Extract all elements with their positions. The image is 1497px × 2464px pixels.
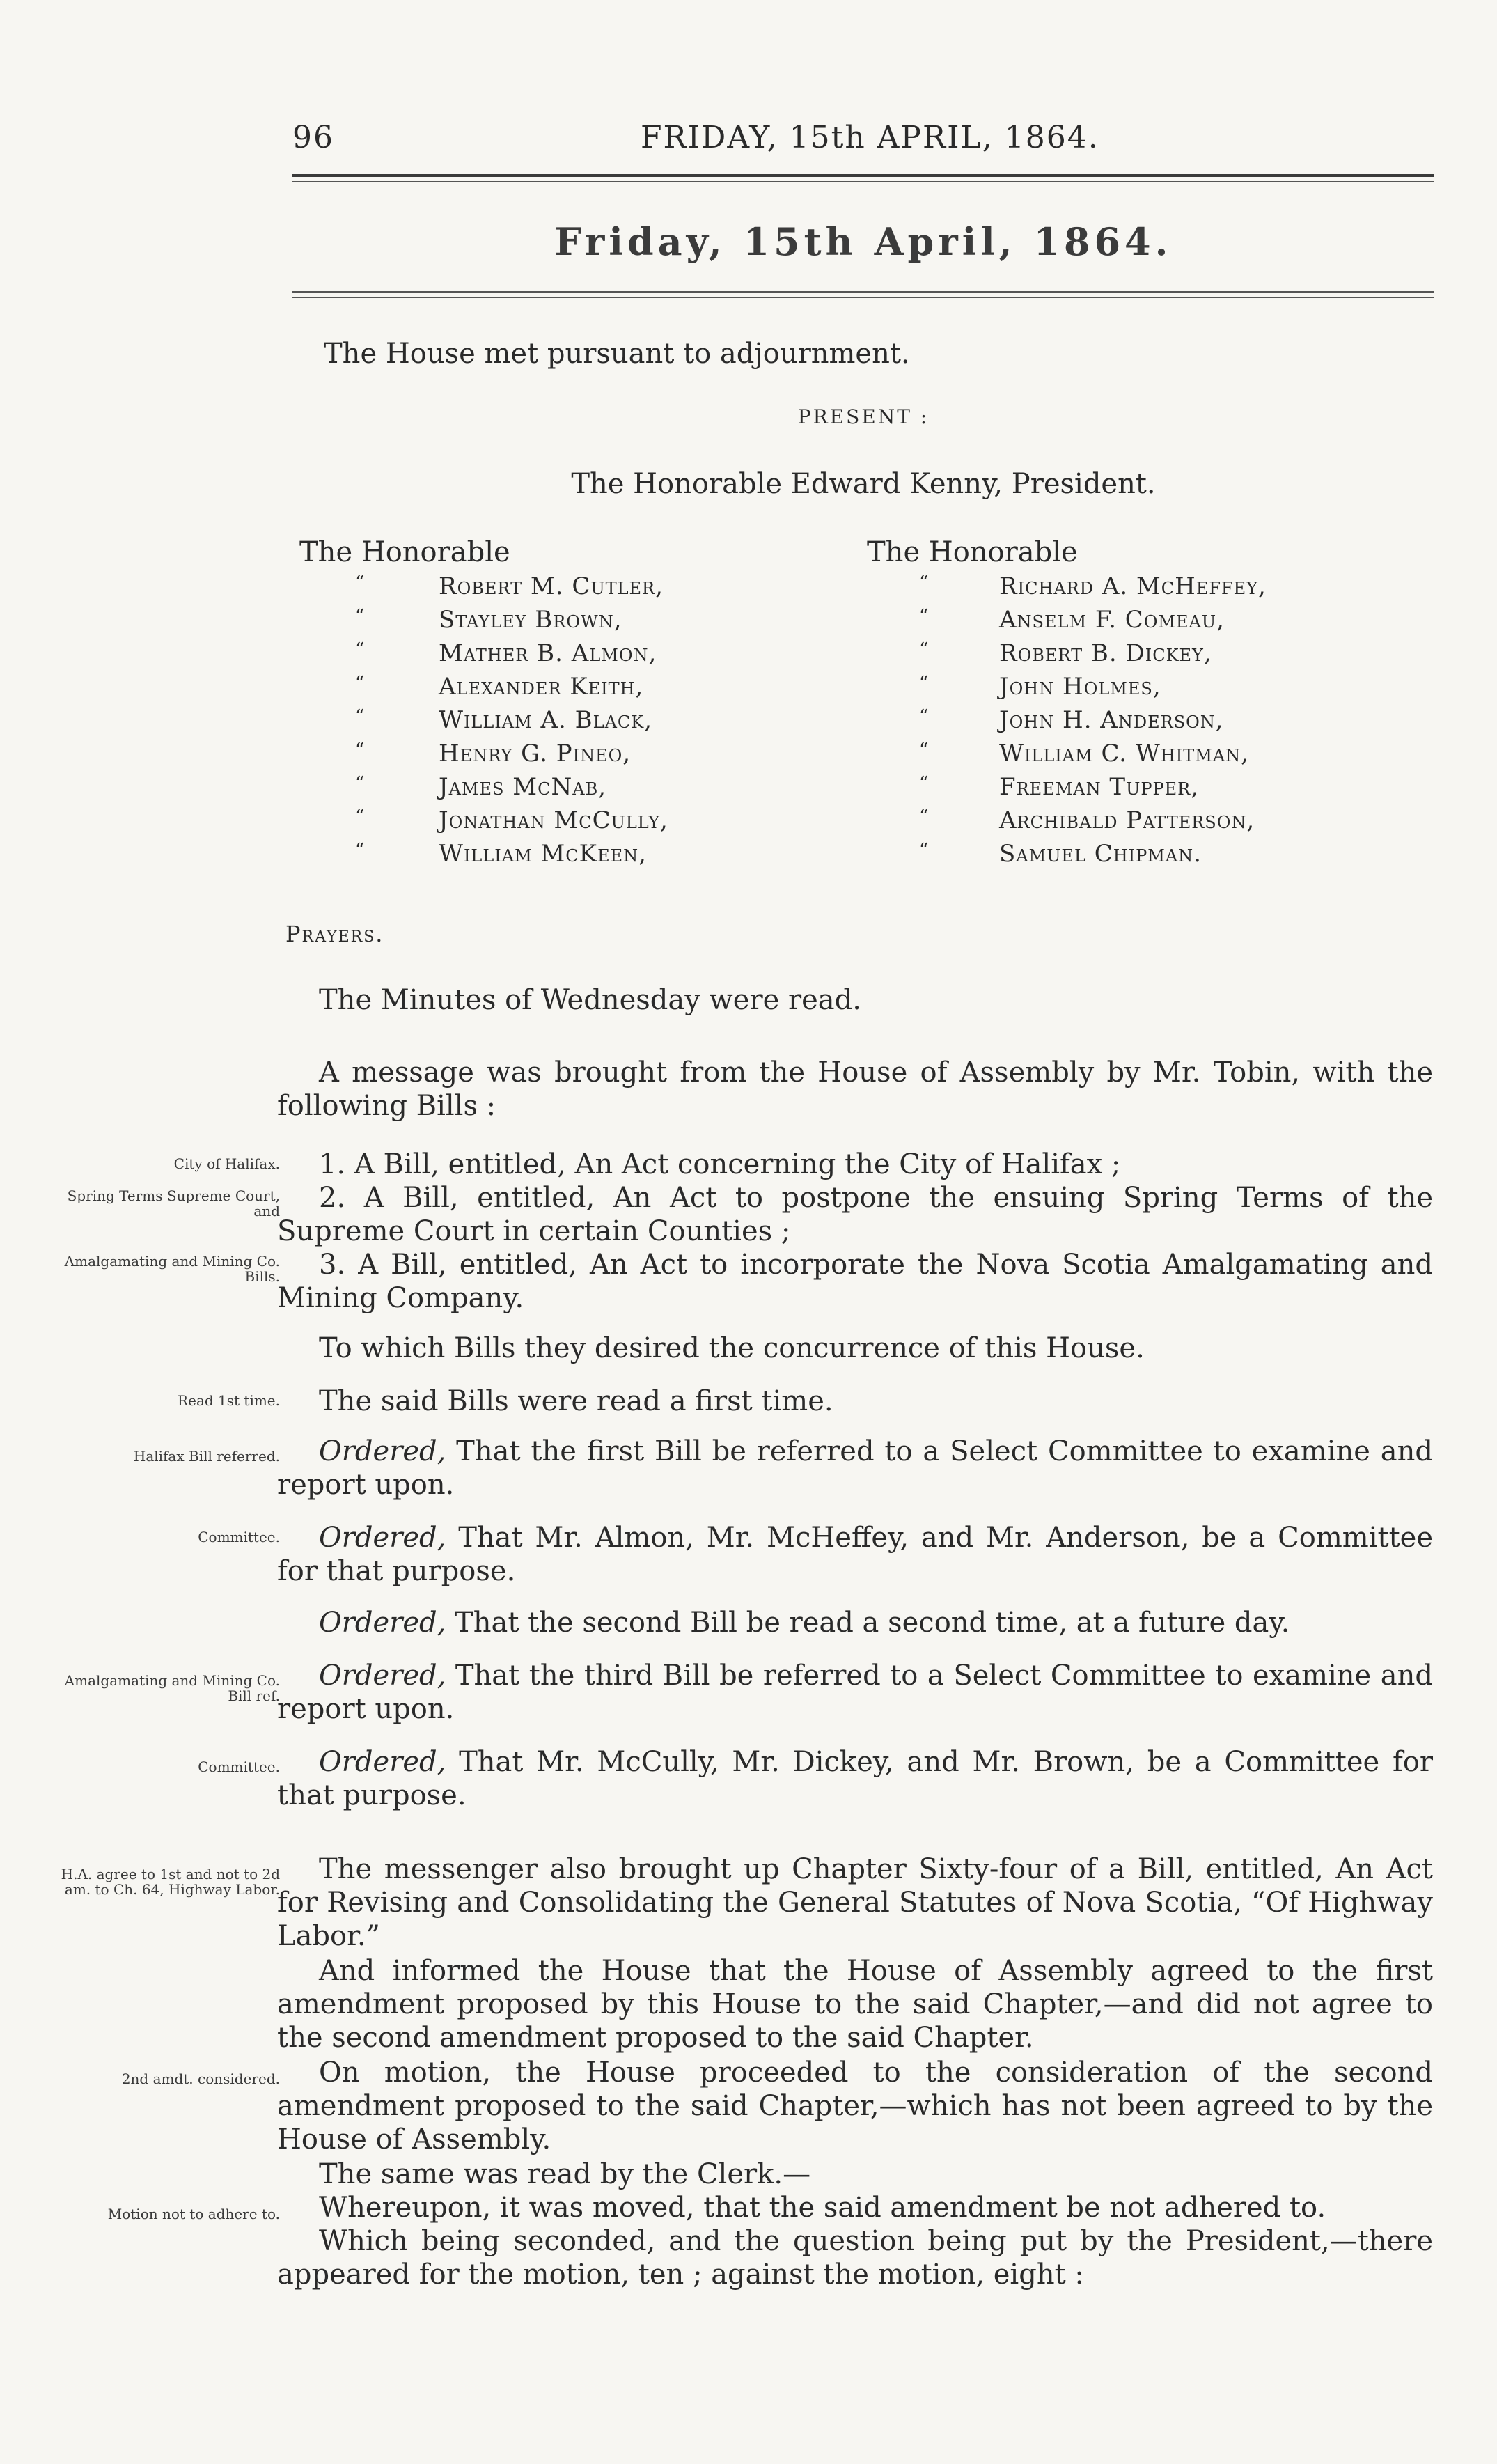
member-row	[867, 572, 1410, 606]
ditto-mark: “	[355, 673, 366, 694]
paragraph-messenger: The messenger also brought up Chapter Sixty-four of a Bill, entitled, An Act for Revising and Consolidating the General Statutes of Nova Scotia, “Of Highway Labor.”	[277, 1853, 1433, 1952]
member-row	[867, 806, 1410, 840]
opening-line: The House met pursuant to adjournment.	[324, 338, 910, 370]
margin-note-second-amendment: 2nd amdt. considered.	[121, 2071, 280, 2087]
paragraph-concurrence: To which Bills they desired the concurrence of this House.	[319, 1332, 1145, 1364]
member-row	[299, 806, 842, 840]
member-name: William C. Whitman,	[999, 740, 1249, 767]
members-right-header: The Honorable	[867, 536, 1078, 568]
member-row	[867, 673, 1410, 706]
running-head	[292, 111, 1434, 167]
member-name: Archibald Patterson,	[999, 806, 1255, 834]
margin-note-motion: Motion not to adhere to.	[107, 2206, 280, 2222]
member-name: James McNab,	[439, 773, 607, 801]
member-row	[867, 606, 1410, 639]
margin-note-amalgamating-referred: Amalgamating and Mining Co. Bill ref.	[64, 1672, 280, 1704]
paragraph-order-2: Ordered, That Mr. Almon, Mr. McHeffey, and Mr. Anderson, be a Committee for that purpose.	[277, 1522, 1433, 1587]
member-name: John H. Anderson,	[999, 706, 1224, 734]
member-row	[867, 639, 1410, 673]
ditto-mark: “	[355, 806, 366, 827]
ditto-mark: “	[919, 706, 930, 727]
paragraph-order-3: Ordered, That the second Bill be read a second time, at a future day.	[319, 1607, 1290, 1639]
member-row	[299, 639, 842, 673]
ditto-mark: “	[355, 773, 366, 794]
member-name: Robert B. Dickey,	[999, 639, 1212, 667]
ditto-mark: “	[919, 806, 930, 827]
paragraph-order-5: Ordered, That Mr. McCully, Mr. Dickey, and Mr. Brown, be a Committee for that purpose.	[277, 1746, 1433, 1811]
paragraph-informed: And informed the House that the House of Assembly agreed to the first amendment proposed by this House to the said Chapter,—and did not agree to the second amendment proposed to the said Chapter.	[277, 1955, 1433, 2054]
president-line: The Honorable Edward Kenny, President.	[571, 468, 1156, 500]
margin-note-committee: Committee.	[198, 1529, 280, 1545]
margin-note-read-first: Read 1st time.	[178, 1392, 280, 1409]
ditto-mark: “	[919, 639, 930, 660]
page-number: 96	[292, 120, 334, 155]
member-name: Robert M. Cutler,	[439, 572, 664, 600]
paragraph-bill-3: 3. A Bill, entitled, An Act to incorporate the Nova Scotia Amalgamating and Mining Company.	[277, 1249, 1433, 1314]
ditto-mark: “	[919, 740, 930, 761]
paragraph-message: A message was brought from the House of Assembly by Mr. Tobin, with the following Bills :	[277, 1056, 1433, 1122]
ditto-mark: “	[355, 706, 366, 727]
margin-note-city: City of Halifax.	[173, 1155, 280, 1172]
members-left-column	[299, 536, 842, 873]
paragraph-on-motion: On motion, the House proceeded to the consideration of the second amendment proposed to the said Chapter,—which has not been agreed to by the House of Assembly.	[277, 2057, 1433, 2155]
member-row	[299, 706, 842, 740]
member-name: Richard A. McHeffey,	[999, 572, 1267, 600]
margin-note-amalgamating: Amalgamating and Mining Co. Bills.	[64, 1253, 280, 1285]
ditto-mark: “	[919, 773, 930, 794]
member-name: Anselm F. Comeau,	[999, 606, 1225, 634]
member-row	[867, 706, 1410, 740]
margin-note-halifax-referred: Halifax Bill referred.	[133, 1448, 280, 1465]
member-row	[867, 740, 1410, 773]
ditto-mark: “	[355, 639, 366, 660]
paragraph-minutes: The Minutes of Wednesday were read.	[319, 984, 861, 1016]
member-row	[299, 840, 842, 873]
margin-note-spring: Spring Terms Supreme Court, and	[67, 1187, 280, 1219]
date-rule	[292, 291, 1434, 293]
member-row	[299, 740, 842, 773]
ditto-mark: “	[919, 572, 930, 593]
ditto-mark: “	[355, 740, 366, 761]
paragraph-read-clerk: The same was read by the Clerk.—	[319, 2158, 811, 2190]
member-row	[299, 572, 842, 606]
members-left-header: The Honorable	[299, 536, 510, 568]
header-rule	[292, 174, 1434, 177]
member-name: Samuel Chipman.	[999, 840, 1202, 868]
member-name: Henry G. Pineo,	[439, 740, 632, 767]
member-row	[299, 606, 842, 639]
running-title: FRIDAY, 15th APRIL, 1864.	[641, 120, 1099, 155]
paragraph-seconded: Which being seconded, and the question being put by the President,—there appeared for the motion, ten ; against the motion, eight :	[277, 2225, 1433, 2291]
member-name: Mather B. Almon,	[439, 639, 657, 667]
members-list	[299, 536, 1441, 898]
members-right-column	[867, 536, 1410, 873]
ditto-mark: “	[919, 673, 930, 694]
member-name: William McKeen,	[439, 840, 647, 868]
ditto-mark: “	[355, 840, 366, 861]
margin-note-ha-agree: H.A. agree to 1st and not to 2d am. to Ch. 64, Highway Labor.	[61, 1866, 280, 1898]
paragraph-bill-2: 2. A Bill, entitled, An Act to postpone the ensuing Spring Terms of the Supreme Court in certain Counties ;	[277, 1182, 1433, 1247]
member-name: Alexander Keith,	[439, 673, 644, 701]
header-rule-thin	[292, 181, 1434, 182]
member-name: Jonathan McCully,	[439, 806, 668, 834]
ditto-mark: “	[355, 572, 366, 593]
member-name: Freeman Tupper,	[999, 773, 1200, 801]
member-name: William A. Black,	[439, 706, 653, 734]
date-heading: Friday, 15th April, 1864.	[554, 219, 1173, 264]
member-name: John Holmes,	[999, 673, 1161, 701]
member-row	[299, 673, 842, 706]
paragraph-bill-1: 1. A Bill, entitled, An Act concerning the City of Halifax ;	[319, 1148, 1121, 1180]
margin-note-committee-2: Committee.	[198, 1759, 280, 1775]
paragraph-whereupon: Whereupon, it was moved, that the said amendment be not adhered to.	[319, 2192, 1326, 2224]
present-label: PRESENT :	[797, 405, 930, 428]
ditto-mark: “	[919, 606, 930, 627]
member-name: Stayley Brown,	[439, 606, 622, 634]
member-row	[867, 773, 1410, 806]
paragraph-first-time: The said Bills were read a first time.	[319, 1385, 833, 1417]
member-row	[299, 773, 842, 806]
ditto-mark: “	[355, 606, 366, 627]
member-row	[867, 840, 1410, 873]
paragraph-order-4: Ordered, That the third Bill be referred to a Select Committee to examine and report upon.	[277, 1660, 1433, 1725]
paragraph-order-1: Ordered, That the first Bill be referred to a Select Committee to examine and report upon.	[277, 1435, 1433, 1501]
date-rule-2	[292, 297, 1434, 298]
prayers-heading: Prayers.	[285, 921, 384, 947]
ditto-mark: “	[919, 840, 930, 861]
